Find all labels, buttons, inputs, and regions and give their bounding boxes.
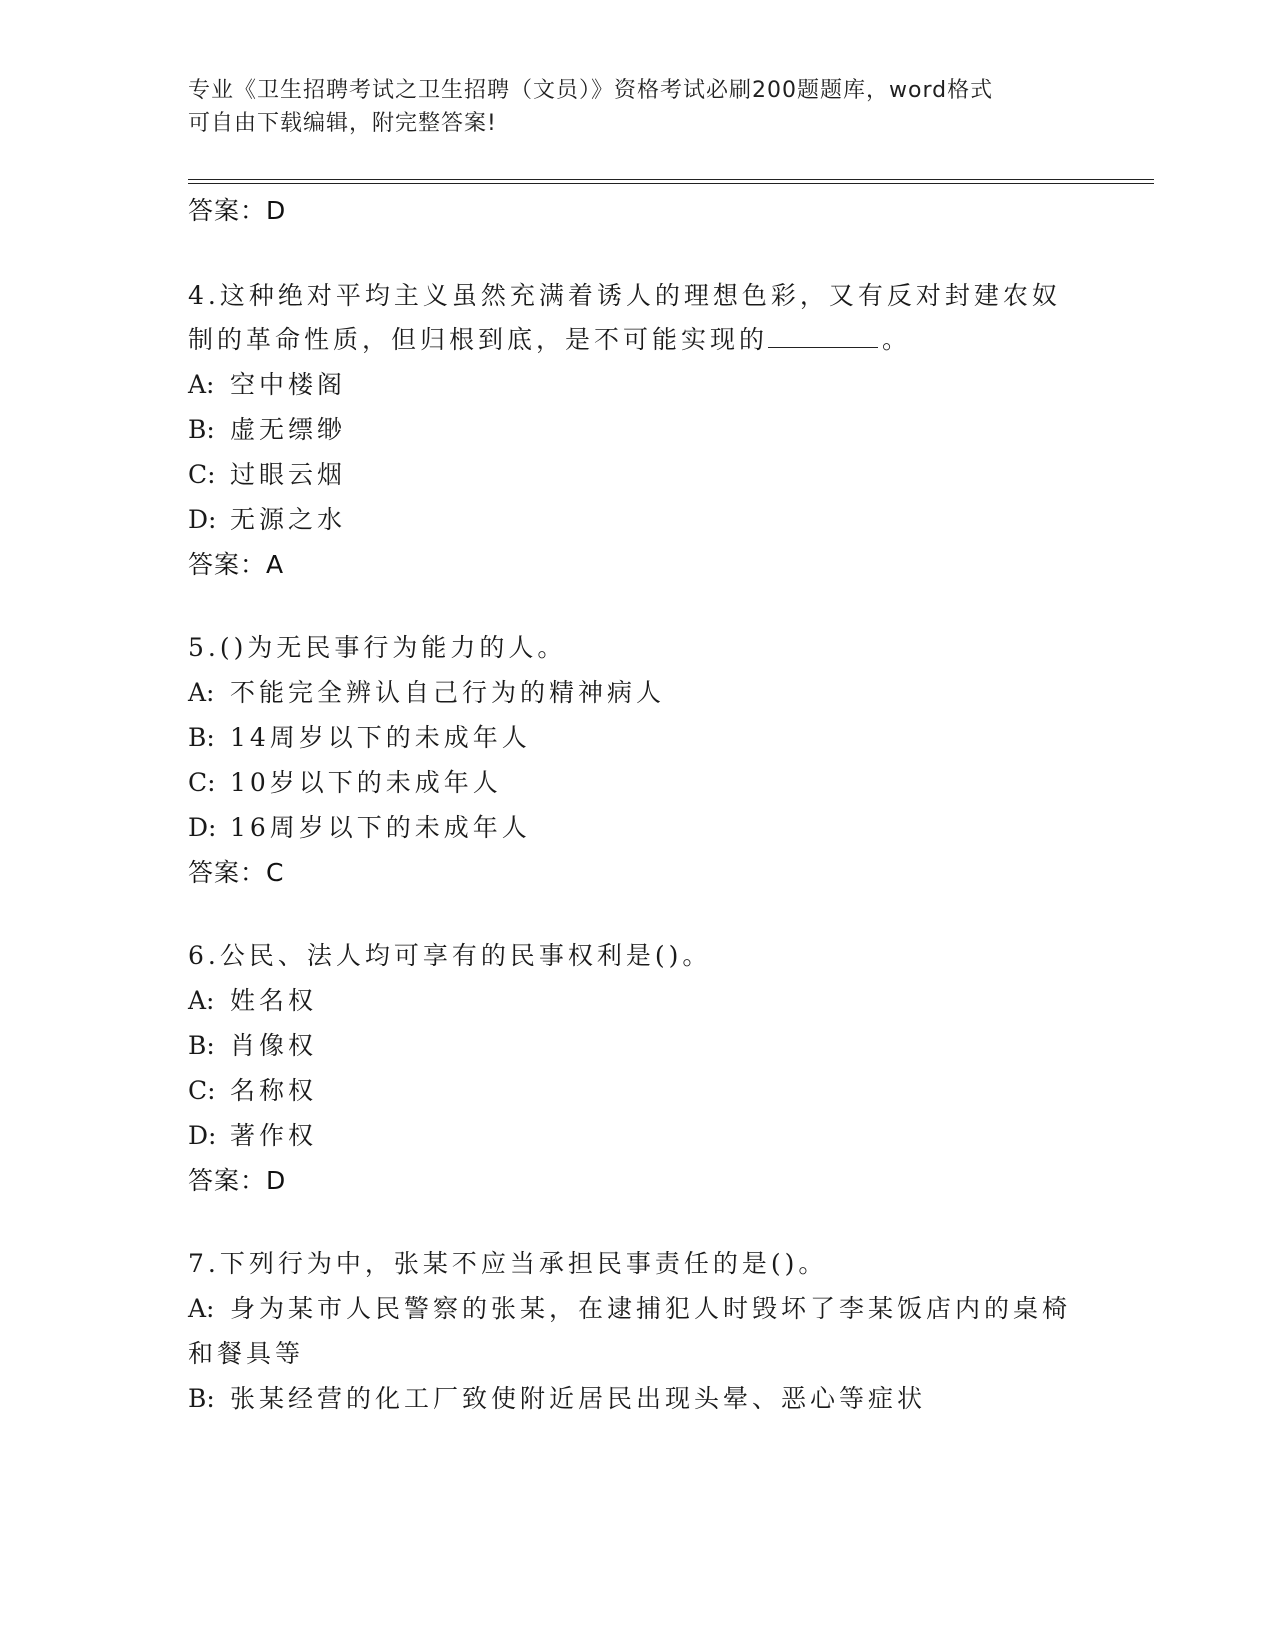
option-text: 16周岁以下的未成年人 (230, 813, 531, 842)
option-c (188, 452, 1088, 497)
answer-line (188, 542, 1088, 588)
option-text: 10岁以下的未成年人 (230, 768, 502, 797)
option-key: C: (188, 460, 216, 489)
header-line-1: 专业《卫生招聘考试之卫生招聘（文员）》资格考试必刷200题题库，word格式 (188, 78, 994, 103)
option-a (188, 978, 1088, 1023)
option-key: D: (188, 813, 217, 842)
option-d (188, 497, 1088, 542)
document-body (188, 188, 1088, 1421)
answer-value: D (266, 1166, 287, 1195)
option-a (188, 362, 1088, 407)
answer-value: C (266, 858, 285, 887)
question-text-line-1: 公民、法人均可享有的民事权利是()。 (219, 941, 712, 970)
option-key: D: (188, 505, 217, 534)
question-text-tail: 。 (882, 325, 912, 354)
option-key: C: (188, 1076, 216, 1105)
answer-label: 答案： (188, 1166, 267, 1195)
option-b (188, 1376, 1088, 1421)
option-key: A: (188, 986, 215, 1015)
header-line-2: 可自由下载编辑，附完整答案! (188, 111, 497, 136)
question-text-line-1: 这种绝对平均主义虽然充满着诱人的理想色彩，又有反对封建农奴 (219, 281, 1061, 310)
option-key: D: (188, 1121, 217, 1150)
option-b (188, 407, 1088, 452)
option-key: C: (188, 768, 216, 797)
answer-line (188, 850, 1088, 896)
question-text-line-1: ()为无民事行为能力的人。 (219, 633, 567, 662)
option-a (188, 1286, 1088, 1331)
option-text: 空中楼阁 (230, 370, 347, 399)
option-b (188, 715, 1088, 760)
answer-label: 答案： (188, 858, 267, 887)
option-text: 14周岁以下的未成年人 (230, 723, 531, 752)
question-text (188, 1242, 1088, 1286)
option-key: B: (188, 1384, 215, 1413)
answer-value: D (266, 196, 287, 225)
question-text (188, 934, 1088, 978)
option-key: B: (188, 415, 215, 444)
question-text (188, 274, 1088, 318)
question-4 (188, 274, 1088, 588)
option-text: 虚无缥缈 (230, 415, 347, 444)
option-text: 肖像权 (230, 1031, 318, 1060)
answer-label: 答案： (188, 196, 267, 225)
option-text: 不能完全辨认自己行为的精神病人 (230, 678, 666, 707)
option-c (188, 760, 1088, 805)
option-a (188, 670, 1088, 715)
question-text (188, 626, 1088, 670)
option-text: 过眼云烟 (230, 460, 347, 489)
question-text-line-2: 制的革命性质，但归根到底，是不可能实现的 (188, 325, 769, 354)
question-5 (188, 626, 1088, 896)
question-7 (188, 1242, 1088, 1421)
question-number: 7. (188, 1249, 220, 1278)
option-d (188, 805, 1088, 850)
option-text: 著作权 (230, 1121, 318, 1150)
option-a-continued (188, 1331, 1088, 1376)
answer-line (188, 188, 1088, 234)
answer-line (188, 1158, 1088, 1204)
option-text: 无源之水 (230, 505, 347, 534)
fill-in-blank (768, 325, 878, 348)
option-key: A: (188, 678, 215, 707)
header-divider-bottom (188, 183, 1154, 184)
question-number: 4. (188, 281, 220, 310)
question-number: 5. (188, 633, 220, 662)
option-key: B: (188, 723, 215, 752)
option-text: 身为某市人民警察的张某，在逮捕犯人时毁坏了李某饭店内的桌椅 (230, 1294, 1072, 1323)
option-c (188, 1068, 1088, 1113)
header-divider-top (188, 179, 1154, 180)
question-number: 6. (188, 941, 220, 970)
option-text: 姓名权 (230, 986, 318, 1015)
page-header (188, 74, 1088, 140)
answer-label: 答案： (188, 550, 267, 579)
option-text: 张某经营的化工厂致使附近居民出现头晕、恶心等症状 (230, 1384, 927, 1413)
question-6 (188, 934, 1088, 1204)
option-text-continued: 和餐具等 (188, 1339, 305, 1368)
option-key: A: (188, 370, 215, 399)
question-text-continued (188, 318, 1088, 362)
option-b (188, 1023, 1088, 1068)
option-text: 名称权 (230, 1076, 318, 1105)
question-text-line-1: 下列行为中，张某不应当承担民事责任的是()。 (219, 1249, 828, 1278)
answer-value: A (266, 550, 285, 579)
option-key: A: (188, 1294, 215, 1323)
option-key: B: (188, 1031, 215, 1060)
option-d (188, 1113, 1088, 1158)
